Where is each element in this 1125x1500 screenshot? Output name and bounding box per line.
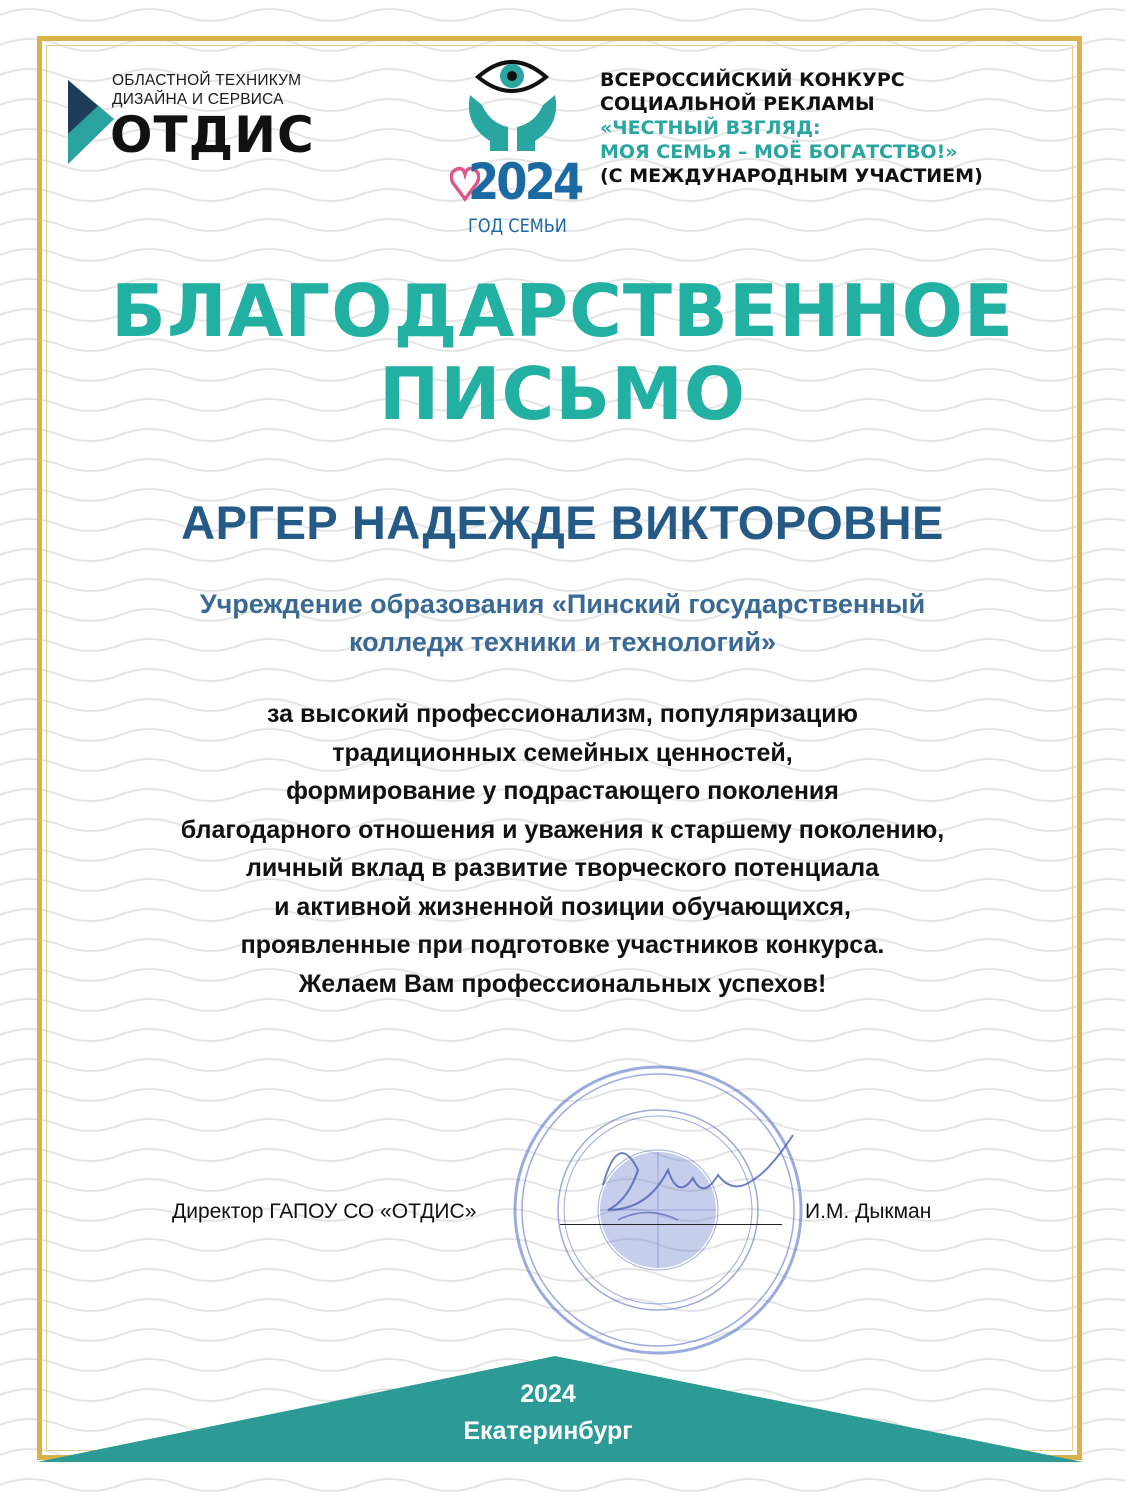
- body-line: за высокий профессионализм, популяризацию: [267, 700, 858, 728]
- otdis-logo: [68, 72, 318, 167]
- contest-emblem: [450, 55, 582, 240]
- signatory-name: И.М. Дыкман: [805, 1200, 932, 1223]
- official-seal-stamp: [508, 1060, 808, 1360]
- signatory-position: Директор ГАПОУ СО «ОТДИС»: [172, 1200, 477, 1223]
- organization-line1: Учреждение образования «Пинский государственный: [199, 589, 926, 619]
- contest-heading: [600, 68, 983, 188]
- document-title-line1: БЛАГОДАРСТВЕННОЕ: [110, 269, 1015, 353]
- footer-year: 2024: [520, 1380, 576, 1408]
- contest-line5: (С МЕЖДУНАРОДНЫМ УЧАСТИЕМ): [600, 165, 983, 187]
- footer-city: Екатеринбург: [463, 1417, 633, 1445]
- body-line: традиционных семейных ценностей,: [332, 738, 793, 767]
- otdis-name: ОТДИС: [110, 106, 315, 164]
- organization-line2: колледж техники и технологий»: [348, 627, 777, 657]
- otdis-mark-icon: [68, 74, 114, 164]
- body-line: проявленные при подготовке участников конкурса.: [240, 931, 885, 959]
- contest-line1: ВСЕРОССИЙСКИЙ КОНКУРС: [600, 69, 905, 91]
- emblem-caption: ГОД СЕМЬИ: [468, 215, 567, 237]
- eye-hands-icon: [450, 55, 575, 155]
- contest-line4: МОЯ СЕМЬЯ – МОЁ БОГАТСТВО!»: [600, 141, 958, 163]
- body-line: Желаем Вам профессиональных успехов!: [298, 969, 827, 998]
- emblem-year: 2024: [468, 153, 582, 211]
- otdis-line1: ОБЛАСТНОЙ ТЕХНИКУМ: [112, 72, 302, 89]
- contest-line2: СОЦИАЛЬНОЙ РЕКЛАМЫ: [600, 93, 875, 115]
- body-line: благодарного отношения и уважения к старшему поколению,: [180, 815, 945, 844]
- body-line: и активной жизненной позиции обучающихся,: [274, 892, 851, 921]
- footer-banner: [37, 1356, 1083, 1462]
- contest-line3: «ЧЕСТНЫЙ ВЗГЛЯД:: [600, 117, 821, 139]
- body-line: личный вклад в развитие творческого потенциала: [245, 854, 880, 882]
- signature-line: [560, 1224, 782, 1225]
- recipient-organization: [0, 585, 1125, 661]
- document-title-line2: ПИСЬМО: [378, 352, 747, 436]
- otdis-line2: ДИЗАЙНА И СЕРВИСА: [112, 91, 284, 108]
- recipient-name: АРГЕР НАДЕЖДЕ ВИКТОРОВНЕ: [181, 496, 944, 549]
- body-line: формирование у подрастающего поколения: [286, 777, 839, 805]
- gratitude-text: [0, 695, 1125, 1003]
